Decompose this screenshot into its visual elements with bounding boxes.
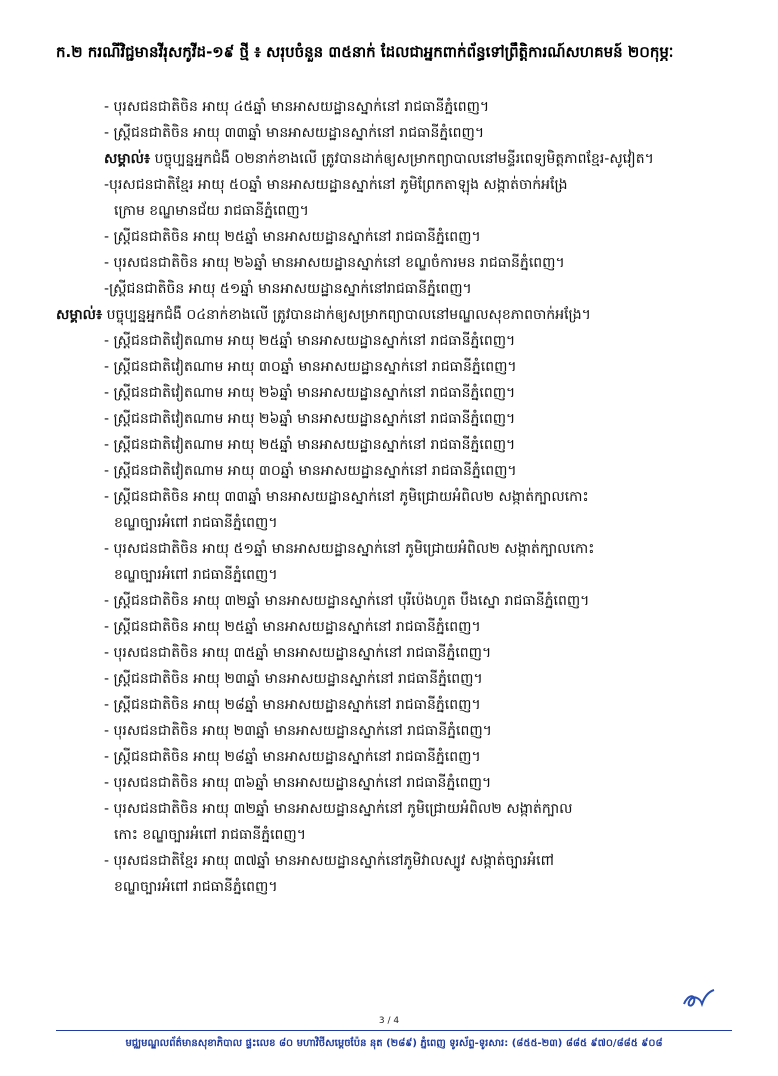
list-item-text: - ស្ត្រីជនជាតិវៀតណាម អាយុ ២៥ឆ្នាំ មានអាសយដ្ឋានស្នាក់នៅ រាជធានីភ្នំពេញ។ <box>104 333 516 349</box>
list-item <box>104 458 732 484</box>
signature-mark <box>680 986 720 1012</box>
list-item-text: - ស្ត្រីជនជាតិចិន អាយុ ២៣ឆ្នាំ មានអាសយដ្ឋានស្នាក់នៅ រាជធានីភ្នំពេញ។ <box>104 671 483 687</box>
note-2 <box>56 302 732 328</box>
list-item <box>104 848 732 900</box>
page-number: 3 / 4 <box>378 1016 400 1026</box>
list-item <box>104 406 732 432</box>
list-item-text: - បុរសជនជាតិចិន អាយុ ៣២ឆ្នាំ មានអាសយដ្ឋានស្នាក់នៅ ភូមិជ្រោយអំពិល២ សង្កាត់ក្បាល <box>104 801 573 817</box>
list-item-text: -ស្ត្រីជនជាតិចិន អាយុ ៥១ឆ្នាំ មានអាសយដ្ឋានស្នាក់នៅរាជធានីភ្នំពេញ។ <box>104 281 472 297</box>
list-item <box>104 354 732 380</box>
list-item-text: - ស្ត្រីជនជាតិចិន អាយុ ២៥ឆ្នាំ មានអាសយដ្ឋានស្នាក់នៅ រាជធានីភ្នំពេញ។ <box>104 619 481 635</box>
list-item-continuation: ខណ្ឌច្បារអំពៅ រាជធានីភ្នំពេញ។ <box>114 515 278 531</box>
list-item-text: - បុរសជនជាតិខ្មែរ អាយុ ៣៧ឆ្នាំ មានអាសយដ្ឋានស្នាក់នៅភូមិវាលស្បូវ សង្កាត់ច្បារអំពៅ <box>104 853 554 869</box>
note-text: បច្ចុប្បន្នអ្នកជំងឺ ០២នាក់ខាងលើ ត្រូវបានដាក់ឲ្យសម្រាកព្យាបាលនៅមន្ទីរពេទ្យមិត្តភាពខ្មែរ-សូវៀត។ <box>150 151 654 167</box>
list-item <box>104 250 732 276</box>
list-item-text: - ស្ត្រីជនជាតិវៀតណាម អាយុ ៣០ឆ្នាំ មានអាសយដ្ឋានស្នាក់នៅ រាជធានីភ្នំពេញ។ <box>104 359 517 375</box>
list-item <box>104 666 732 692</box>
list-item-text: - បុរសជនជាតិចិន អាយុ ២៣ឆ្នាំ មានអាសយដ្ឋានស្នាក់នៅ រាជធានីភ្នំពេញ។ <box>104 723 492 739</box>
footer-address: មជ្ឈមណ្ឌលព័ត៌មានសុខាភិបាល ផ្ទះលេខ ៨០ មហាវិថីសម្តេចប៉ែន នុត (២៨៩) ភ្នំពេញ ទូរស័ព្ទ-ទូរសារ: (៨៥៥-២៣) ៨៨៥ ៩៧០/៨៨៥ ៩០៨ <box>125 1038 663 1049</box>
list-item <box>104 94 732 120</box>
list-item <box>104 614 732 640</box>
list-item-continuation: ក្រោម ខណ្ឌមានជ័យ រាជធានីភ្នំពេញ។ <box>114 203 309 219</box>
list-item-text: - ស្ត្រីជនជាតិវៀតណាម អាយុ ២៦ឆ្នាំ មានអាសយដ្ឋានស្នាក់នៅ រាជធានីភ្នំពេញ។ <box>104 411 516 427</box>
list-item <box>104 536 732 588</box>
list-item-text: -បុរសជនជាតិខ្មែរ អាយុ ៥០ឆ្នាំ មានអាសយដ្ឋានស្នាក់នៅ ភូមិព្រែកតាឡុង សង្កាត់ចាក់អង្រែ <box>104 177 568 193</box>
list-item <box>104 224 732 250</box>
note-text: បច្ចុប្បន្នអ្នកជំងឺ ០៤នាក់ខាងលើ ត្រូវបានដាក់ឲ្យសម្រាកព្យាបាលនៅមណ្ឌលសុខភាពចាក់អង្រែ។ <box>102 307 591 323</box>
list-item-continuation: កោះ ខណ្ឌច្បារអំពៅ រាជធានីភ្នំពេញ។ <box>114 827 306 843</box>
list-item-text: - ស្ត្រីជនជាតិចិន អាយុ ៣៣ឆ្នាំ មានអាសយដ្ឋានស្នាក់នៅ រាជធានីភ្នំពេញ។ <box>104 125 485 141</box>
list-item-text: - ស្ត្រីជនជាតិវៀតណាម អាយុ ២៥ឆ្នាំ មានអាសយដ្ឋានស្នាក់នៅ រាជធានីភ្នំពេញ។ <box>104 437 516 453</box>
list-item-text: - បុរសជនជាតិចិន អាយុ ៤៥ឆ្នាំ មានអាសយដ្ឋានស្នាក់នៅ រាជធានីភ្នំពេញ។ <box>104 99 490 115</box>
list-item <box>104 588 732 614</box>
list-item-text: - បុរសជនជាតិចិន អាយុ ២៦ឆ្នាំ មានអាសយដ្ឋានស្នាក់នៅ ខណ្ឌចំការមន រាជធានីភ្នំពេញ។ <box>104 255 565 271</box>
list-item-text: - បុរសជនជាតិចិន អាយុ ៥១ឆ្នាំ មានអាសយដ្ឋានស្នាក់នៅ ភូមិជ្រោយអំពិល២ សង្កាត់ក្បាលកោះ <box>104 541 595 557</box>
case-list <box>56 94 732 900</box>
list-item <box>104 484 732 536</box>
list-item-text: - ស្ត្រីជនជាតិវៀតណាម អាយុ ២៦ឆ្នាំ មានអាសយដ្ឋានស្នាក់នៅ រាជធានីភ្នំពេញ។ <box>104 385 516 401</box>
list-item <box>104 380 732 406</box>
list-item-text: - ស្ត្រីជនជាតិចិន អាយុ ២៨ឆ្នាំ មានអាសយដ្ឋានស្នាក់នៅ រាជធានីភ្នំពេញ។ <box>104 697 481 713</box>
list-item <box>104 718 732 744</box>
list-item <box>104 328 732 354</box>
list-item-text: - ស្ត្រីជនជាតិចិន អាយុ ៣២ឆ្នាំ មានអាសយដ្ឋានស្នាក់នៅ បុរីប៉េងហួត បឹងស្នោ រាជធានីភ្នំពេញ។ <box>104 593 590 609</box>
list-item <box>104 744 732 770</box>
list-item <box>104 120 732 146</box>
note-1 <box>104 146 732 172</box>
footer-divider <box>56 1030 732 1031</box>
list-item-text: - ស្ត្រីជនជាតិចិន អាយុ ២៥ឆ្នាំ មានអាសយដ្ឋានស្នាក់នៅ រាជធានីភ្នំពេញ។ <box>104 229 481 245</box>
note-label: សម្គាល់៖ <box>56 307 103 323</box>
list-item <box>104 692 732 718</box>
list-item <box>104 172 732 224</box>
list-item <box>104 640 732 666</box>
list-item-text: - ស្ត្រីជនជាតិវៀតណាម អាយុ ៣០ឆ្នាំ មានអាសយដ្ឋានស្នាក់នៅ រាជធានីភ្នំពេញ។ <box>104 463 517 479</box>
list-item-text: - ស្ត្រីជនជាតិចិន អាយុ ២៨ឆ្នាំ មានអាសយដ្ឋានស្នាក់នៅ រាជធានីភ្នំពេញ។ <box>104 749 481 765</box>
section-heading: ក.២ ករណីវិជ្ជមានវីរុសកូវីដ-១៩ ថ្មី ៖ សរុបចំនួន ៣៥នាក់ ដែលជាអ្នកពាក់ព័ន្ធទៅព្រឹត្តិការណ៍សហគមន៍ ២០កុម្ភៈ <box>56 43 674 61</box>
list-item <box>104 796 732 848</box>
list-item-continuation: ខណ្ឌច្បារអំពៅ រាជធានីភ្នំពេញ។ <box>114 879 278 895</box>
list-item-text: - ស្ត្រីជនជាតិចិន អាយុ ៣៣ឆ្នាំ មានអាសយដ្ឋានស្នាក់នៅ ភូមិជ្រោយអំពិល២ សង្កាត់ក្បាលកោះ <box>104 489 589 505</box>
list-item-text: - បុរសជនជាតិចិន អាយុ ៣៦ឆ្នាំ មានអាសយដ្ឋានស្នាក់នៅ រាជធានីភ្នំពេញ។ <box>104 775 492 791</box>
list-item <box>104 770 732 796</box>
note-label: សម្គាល់៖ <box>104 151 151 167</box>
list-item <box>104 276 732 302</box>
list-item-continuation: ខណ្ឌច្បារអំពៅ រាជធានីភ្នំពេញ។ <box>114 567 278 583</box>
list-item <box>104 432 732 458</box>
list-item-text: - បុរសជនជាតិចិន អាយុ ៣៥ឆ្នាំ មានអាសយដ្ឋានស្នាក់នៅ រាជធានីភ្នំពេញ។ <box>104 645 492 661</box>
